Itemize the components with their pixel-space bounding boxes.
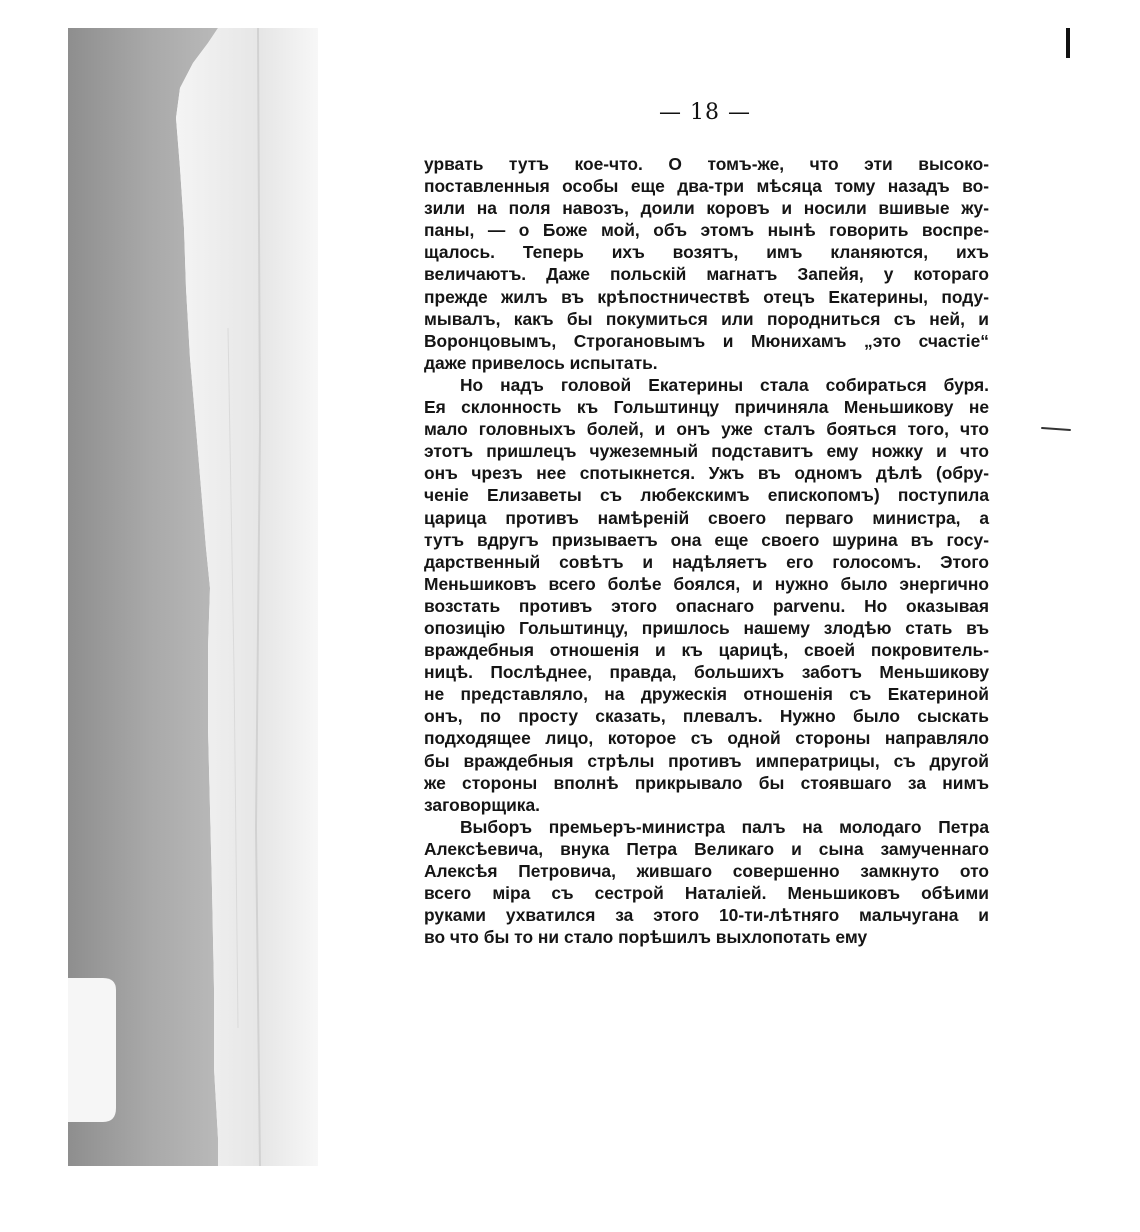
text-line: всего міра съ сестрой Наталіей. Меньшиковъ обѣими (424, 883, 989, 904)
text-line: мывалъ, какъ бы покумиться или породниться съ ней, и (424, 308, 989, 329)
text-line: Алексѣя Петровича, жившаго совершенно замкнуто ото (424, 861, 989, 881)
text-line: дарственный совѣтъ и надѣляетъ его голосомъ. Этого (424, 551, 989, 572)
text-line: мало головныхъ болей, и онъ уже сталъ бояться того, что (424, 419, 989, 440)
paragraph (424, 374, 989, 816)
text-line: Ея склонность къ Гольштинцу причиняла Меньшикову не (424, 397, 989, 418)
text-line: Алексѣевича, внука Петра Великаго и сына замученнаго (424, 838, 989, 859)
text-line: величаютъ. Даже польскій магнатъ Запейя, у котораго (424, 264, 989, 285)
text-line: тутъ вдругъ призываетъ она еще своего шурина въ госу- (424, 529, 989, 550)
text-line: враждебныя отношенія и къ царицѣ, своей покровитель- (424, 640, 989, 661)
text-line: руками ухватился за этого 10-ти-лѣтняго мальчугана и (424, 905, 989, 926)
text-line: даже привелось испытать. (424, 352, 658, 373)
text-line: не представляло, на дружескія отношенія съ Екатериной (424, 684, 989, 705)
book-binding-shadow (68, 28, 318, 1166)
page-number: — 18 — (659, 100, 751, 125)
text-line: урвать тутъ кое-что. О томъ-же, что эти высоко- (424, 154, 989, 174)
text-line: щалось. Теперь ихъ возятъ, имъ кланяются, ихъ (424, 242, 989, 263)
paragraph (424, 153, 989, 374)
paragraph (424, 816, 989, 949)
text-line: бы враждебныя стрѣлы противъ императрицы, съ другой (424, 750, 989, 771)
text-line: заговорщика. (424, 794, 541, 815)
text-line: во что бы то ни стало порѣшилъ выхлопотать ему (424, 927, 868, 948)
text-line: этотъ пришлецъ чужеземный подставитъ ему ножку и что (424, 441, 989, 462)
margin-mark (1041, 427, 1071, 431)
text-line: паны, — о Боже мой, объ этомъ нынѣ говорить воспре- (424, 220, 989, 241)
text-line: Меньшиковъ всего болѣе боялся, и нужно было энергично (424, 573, 989, 594)
text-line: Воронцовымъ, Строгановымъ и Мюнихамъ „это счастіе“ (424, 330, 989, 351)
text-line: Но надъ головой Екатерины стала собираться буря. (460, 374, 989, 395)
text-line: подходящее лицо, которое съ одной стороны направляло (424, 728, 989, 749)
text-line: Выборъ премьеръ-министра палъ на молодаго Петра (460, 816, 989, 837)
text-line: поставленныя особы еще два-три мѣсяца тому назадъ во- (424, 176, 989, 197)
text-line: зили на поля навозъ, доили коровъ и носили вшивые жу- (424, 198, 989, 219)
text-line: возстать противъ этого опаснаго parvenu. Но оказывая (424, 595, 989, 616)
text-line: прежде жилъ въ крѣпостничествѣ отецъ Екатерины, поду- (424, 286, 989, 307)
text-line: онъ чрезъ нее спотыкнется. Ужъ въ одномъ дѣлѣ (обру- (424, 463, 989, 484)
text-line: онъ, по просту сказать, плевалъ. Нужно было сыскать (424, 706, 989, 727)
text-line: ченіе Елизаветы съ любекскимъ епископомъ) поступила (424, 485, 989, 506)
text-line: же стороны вполнѣ прикрывало бы стоявшаго за нимъ (424, 772, 989, 793)
text-line: царица противъ намѣреній своего перваго министра, а (424, 507, 989, 528)
text-line: опозицію Гольштинцу, пришлось нашему злодѣю стать въ (424, 617, 989, 638)
scan-edge-mark (1066, 28, 1070, 58)
body-text (424, 153, 989, 948)
text-line: ницѣ. Послѣднее, правда, большихъ заботъ Меньшикову (424, 662, 989, 683)
